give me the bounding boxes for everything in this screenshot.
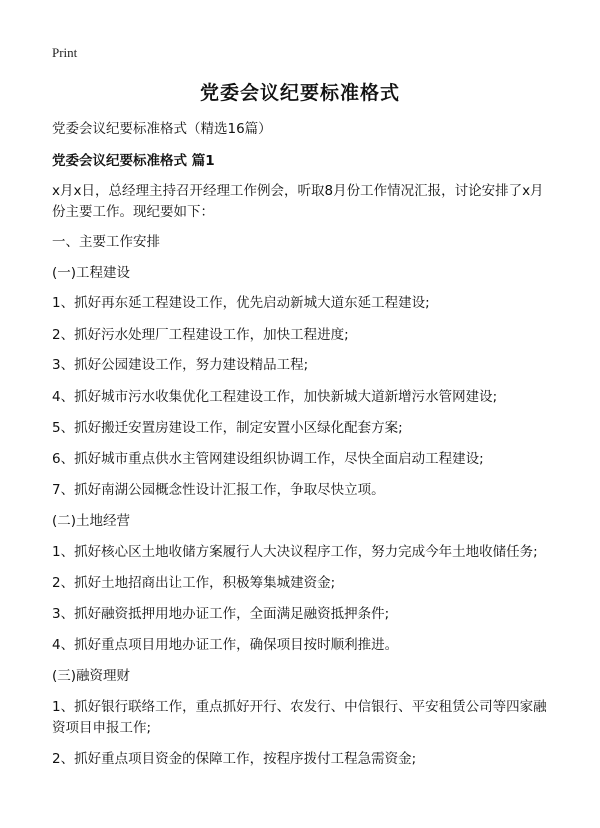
list-item: 2、抓好重点项目资金的保障工作，按程序拨付工程急需资金;: [52, 751, 417, 767]
section-heading: 党委会议纪要标准格式 篇1: [52, 153, 215, 169]
list-item: 2、抓好土地招商出让工作，积极筹集城建资金;: [52, 575, 336, 591]
document-title: 党委会议纪要标准格式: [199, 82, 400, 104]
list-item: 2、抓好污水处理厂工程建设工作，加快工程进度;: [52, 327, 349, 343]
list-item: 3、抓好融资抵押用地办证工作，全面满足融资抵押条件;: [52, 606, 390, 622]
list-item: 7、抓好南湖公园概念性设计汇报工作，争取尽快立项。: [52, 482, 385, 498]
list-item: 1、抓好再东延工程建设工作，优先启动新城大道东延工程建设;: [52, 295, 430, 311]
intro-paragraph: x月x日，总经理主持召开经理工作例会，听取8月份工作情况汇报，讨论安排了x月份主要工作。现纪要如下：: [52, 183, 544, 220]
list-item: 6、抓好城市重点供水主管网建设组织协调工作，尽快全面启动工程建设;: [52, 451, 484, 467]
list-item: 1、抓好核心区土地收储方案履行人大决议程序工作，努力完成今年土地收储任务;: [52, 544, 538, 560]
part1-heading: 一、主要工作安排: [52, 234, 160, 250]
list-item: 5、抓好搬迁安置房建设工作，制定安置小区绿化配套方案;: [52, 420, 403, 436]
list-item: 3、抓好公园建设工作，努力建设精品工程;: [52, 357, 309, 373]
print-link[interactable]: Print: [52, 45, 78, 60]
list-item: 4、抓好城市污水收集优化工程建设工作，加快新城大道新增污水管网建设;: [52, 389, 498, 405]
sub1-heading: (一)工程建设: [52, 265, 131, 281]
sub3-heading: (三)融资理财: [52, 668, 131, 684]
sub2-heading: (二)土地经营: [52, 513, 131, 529]
list-item: 4、抓好重点项目用地办证工作，确保项目按时顺利推进。: [52, 637, 399, 653]
document-subtitle: 党委会议纪要标准格式（精选16篇）: [52, 121, 272, 137]
list-item: 1、抓好银行联络工作，重点抓好开行、农发行、中信银行、平安租赁公司等四家融资项目申报工作;: [52, 699, 547, 736]
